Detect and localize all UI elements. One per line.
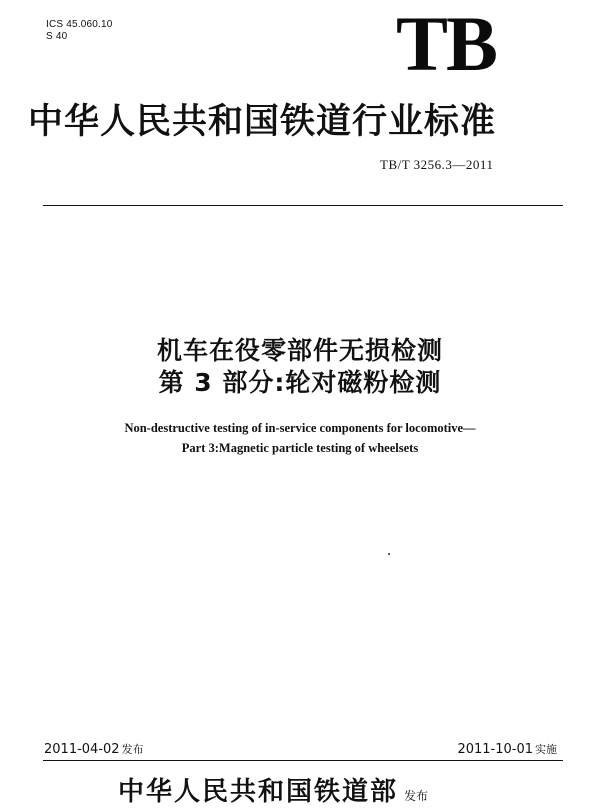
- title-en-line2: Part 3:Magnetic particle testing of wheelsets: [181, 441, 419, 455]
- header-divider: [43, 205, 563, 206]
- title-zh-line1: 机车在役零部件无损检测: [156, 336, 443, 365]
- implement-date-block: [457, 741, 557, 758]
- title-zh-line2: 第 3 部分:轮对磁粉检测: [158, 368, 442, 397]
- issue-label: 发布: [121, 743, 144, 756]
- standard-number: TB/T 3256.3—2011: [380, 157, 494, 172]
- issuer-name: 中华人民共和国铁道部: [118, 777, 399, 807]
- classification-codes: [46, 19, 113, 43]
- title-en-line1: Non-destructive testing of in-service components for locomotive—: [124, 421, 476, 435]
- issue-date-block: [44, 741, 144, 758]
- class-code: S 40: [46, 31, 68, 42]
- implement-date: 2011-10-01: [457, 742, 533, 757]
- implement-label: 实施: [535, 743, 557, 756]
- organization-title: 中华人民共和国铁道行业标准: [28, 102, 497, 142]
- issuer-label: 发布: [404, 789, 429, 803]
- issuer-block: [118, 776, 428, 812]
- ics-code: ICS 45.060.10: [46, 19, 113, 30]
- footer-divider: [43, 760, 563, 761]
- issue-date: 2011-04-02: [44, 742, 120, 757]
- scan-speck: [388, 553, 390, 555]
- tb-logo: TB: [396, 0, 497, 87]
